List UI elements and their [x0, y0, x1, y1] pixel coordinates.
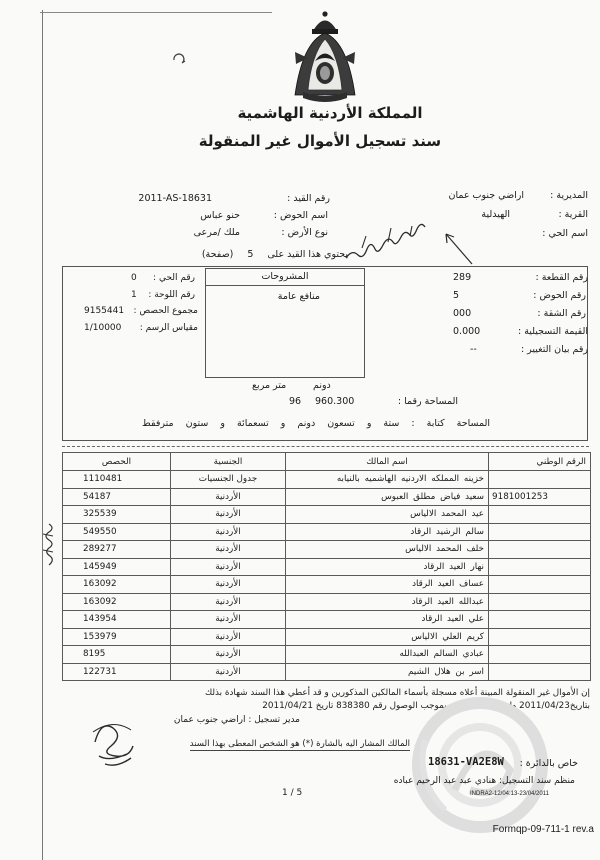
receipt-date: 2011/04/21 [262, 701, 313, 711]
owner-row [63, 506, 591, 524]
organizer-label: منظم سند التسجيل: [499, 776, 575, 786]
owner-national-id-cell [489, 593, 591, 611]
owner-nationality-cell: الأردنية [171, 611, 286, 629]
owner-name-cell: عبادي السالم العبدالله [286, 646, 489, 664]
owner-name-cell: سعيد فياض مطلق العبوس [286, 488, 489, 506]
organizer-line [394, 775, 575, 787]
basin-name-label: اسم الحوض : [273, 210, 328, 221]
owner-name-cell: خلف المحمد الالياس [286, 541, 489, 559]
owner-row [63, 471, 591, 489]
owner-row [63, 523, 591, 541]
registration-director-value: اراضي جنوب عمان [173, 715, 246, 725]
owner-name-cell: نهار العيد الرقاد [286, 558, 489, 576]
page-frame-left-line [42, 10, 43, 860]
pages-note-prefix: يحتوي هذا القيد على [267, 249, 348, 260]
apartment-number-label: رقم الشقة : [537, 308, 586, 319]
area-unit-dunum: دونم [313, 380, 331, 391]
internal-use-code: 18631-VA2E8W [428, 756, 504, 768]
total-shares-label: مجموع الحصص : [133, 306, 198, 316]
owner-shares-cell: 145949 [63, 558, 171, 576]
column-header-shares: الحصص [63, 453, 171, 471]
owner-shares-cell: 8195 [63, 646, 171, 664]
owner-row [63, 646, 591, 664]
owner-shares-cell: 549550 [63, 523, 171, 541]
owner-row [63, 593, 591, 611]
total-shares-value: 9155441 [84, 306, 125, 316]
owner-name-cell: علي العيد الرقاد [286, 611, 489, 629]
organizer-name: هنادي عبد عبد الرحيم عباده [393, 776, 497, 786]
owner-national-id-cell [489, 541, 591, 559]
owner-nationality-cell: الأردنية [171, 646, 286, 664]
owner-nationality-cell: الأردنية [171, 506, 286, 524]
owner-nationality-cell: الأردنية [171, 576, 286, 594]
kingdom-calligraphy-heading: المملكة الأردنية الهاشمية [237, 104, 423, 122]
owner-row [63, 576, 591, 594]
owner-row [63, 663, 591, 681]
pages-note-unit: (صفحة) [201, 249, 234, 260]
plot-number-value: 289 [453, 272, 472, 283]
owners-table [62, 452, 591, 681]
owner-nationality-cell: جدول الجنسيات [171, 471, 286, 489]
owner-shares-cell: 143954 [63, 611, 171, 629]
owner-shares-cell: 153979 [63, 628, 171, 646]
change-statement-label: رقم بيان التغيير : [520, 344, 588, 355]
owner-row [63, 628, 591, 646]
owner-national-id-cell [489, 576, 591, 594]
page-frame-top-line [40, 12, 272, 13]
owner-shares-cell: 122731 [63, 663, 171, 681]
owner-row [63, 541, 591, 559]
owner-national-id-cell: 9181001253 [489, 488, 591, 506]
form-code: Formqp-09-711-1 rev.a [492, 824, 594, 835]
registration-director-line [174, 714, 300, 726]
owner-nationality-cell: الأردنية [171, 488, 286, 506]
owner-national-id-cell [489, 663, 591, 681]
handwritten-annotation-icon [340, 218, 480, 270]
owner-national-id-cell [489, 523, 591, 541]
owner-name-cell: خزينه المملكه الاردنيه الهاشميه بالنيابه [286, 471, 489, 489]
registration-director-label: مدير تسجيل : [248, 715, 300, 725]
area-numeric-label: المساحة رقما : [397, 396, 458, 407]
land-type-label: نوع الأرض : [281, 227, 328, 238]
sheet-number-value: 1 [131, 290, 137, 300]
pages-note [202, 249, 348, 261]
owners-table-body [63, 471, 591, 681]
owner-national-id-cell [489, 646, 591, 664]
area-written-line [142, 418, 490, 430]
owners-table-header-row [63, 453, 591, 471]
registered-value-label: القيمة التسجيلية : [517, 326, 588, 337]
fees-statement: واستوفيت الرسوم بموجب الوصول رقم [372, 701, 517, 711]
area-written-value: ستة و تسعون دونم و تسعمائة و ستون مترفقط [142, 418, 400, 429]
receipt-date-label: تاريخ [315, 701, 334, 711]
column-header-nationality: الجنسية [171, 453, 286, 471]
owner-nationality-cell: الأردنية [171, 593, 286, 611]
section-divider [62, 446, 589, 447]
owner-shares-cell: 54187 [63, 488, 171, 506]
receipt-number: 838380 [336, 701, 370, 711]
pages-note-count: 5 [247, 249, 254, 260]
owner-shares-cell: 163092 [63, 576, 171, 594]
owner-row [63, 488, 591, 506]
page-number: 1 / 5 [282, 788, 303, 798]
area-unit-square-meter: متر مربع [252, 380, 287, 391]
record-number-label: رقم القيد : [287, 193, 330, 204]
area-written-label: المساحة كتابة : [411, 418, 490, 429]
owner-national-id-cell [489, 506, 591, 524]
notes-box [205, 268, 365, 378]
owner-name-cell: اسر بن هلال الشيم [286, 663, 489, 681]
apartment-number-value: 000 [453, 308, 472, 319]
margin-handwriting-icon [38, 520, 60, 572]
owner-shares-cell: 289277 [63, 541, 171, 559]
owner-nationality-cell: الأردنية [171, 523, 286, 541]
issued-date-label: بتاريخ [569, 701, 590, 711]
document-title: سند تسجيل الأموال غير المنقولة [198, 132, 442, 150]
plot-number-label: رقم القطعة : [535, 272, 588, 283]
owner-name-cell: عيد المحمد الالياس [286, 506, 489, 524]
village-value: الهيدلية [481, 209, 510, 220]
owner-shares-cell: 325539 [63, 506, 171, 524]
owner-nationality-cell: الأردنية [171, 628, 286, 646]
owner-nationality-cell: الأردنية [171, 558, 286, 576]
certificate-statement: إن الأموال غير المنقولة المبينة أعلاه مسجلة بأسماء المالكين المذكورين و قد أعطي هذا السند شهادة بذلك [204, 688, 590, 698]
owner-nationality-cell: الأردنية [171, 541, 286, 559]
registered-value-value: 0.000 [453, 326, 481, 337]
owner-name-cell: عساف العيد الرقاد [286, 576, 489, 594]
sheet-number-label: رقم اللوحة : [148, 290, 195, 300]
owner-name-cell: سالم الرشيد الرقاد [286, 523, 489, 541]
system-timestamp: INDRA2-12/04:13-23/04/2011 [470, 791, 549, 797]
area-dunums-value: 96 [289, 396, 302, 407]
issued-date: 2011/04/23 [519, 701, 570, 711]
basin-number-value: 5 [453, 290, 460, 301]
column-header-national-id: الرقم الوطني [489, 453, 591, 471]
area-square-meters-value: 960.300 [315, 396, 355, 407]
notes-text: منافع عامة [277, 291, 320, 302]
owner-shares-cell: 1110481 [63, 471, 171, 489]
scale-label: مقياس الرسم : [139, 323, 198, 333]
signature [85, 712, 141, 774]
change-statement-value: -- [470, 344, 477, 355]
coat-of-arms-emblem-icon [290, 8, 360, 104]
owner-name-cell: كريم العلي الالياس [286, 628, 489, 646]
scan-mark-icon [168, 48, 190, 68]
directorate-value: اراضي جنوب عمان [448, 190, 524, 201]
internal-use-label: خاص بالدائرة : [519, 758, 578, 769]
owner-national-id-cell [489, 611, 591, 629]
district-number-label: رقم الحي : [153, 273, 195, 283]
column-header-owner-name: اسم المالك [286, 453, 489, 471]
owner-national-id-cell [489, 471, 591, 489]
directorate-label: المديرية : [550, 190, 588, 201]
land-type-value: ملك /مرعى [193, 227, 240, 238]
owner-national-id-cell [489, 558, 591, 576]
record-number-value [138, 193, 212, 205]
notes-header: المشروحات [206, 269, 364, 286]
owner-shares-cell: 163092 [63, 593, 171, 611]
record-number-text: 2011-AS-18631 [138, 193, 212, 204]
scale-value: 1/10000 [84, 323, 122, 333]
owner-national-id-cell [489, 628, 591, 646]
village-label: القرية : [558, 209, 588, 220]
district-number-value: 0 [131, 273, 137, 283]
owner-row [63, 558, 591, 576]
owner-name-cell: عبدالله العيد الرقاد [286, 593, 489, 611]
footnote-star: * [420, 738, 425, 749]
footnote-text: المالك المشار اليه بالشارة (*) هو الشخص المعطى بهذا السند [189, 739, 410, 749]
basin-number-label: رقم الحوض : [533, 290, 586, 301]
owner-row [63, 611, 591, 629]
basin-name-value: حنو عباس [200, 210, 240, 221]
district-name-label: اسم الحي : [542, 228, 588, 239]
owner-nationality-cell: الأردنية [171, 663, 286, 681]
